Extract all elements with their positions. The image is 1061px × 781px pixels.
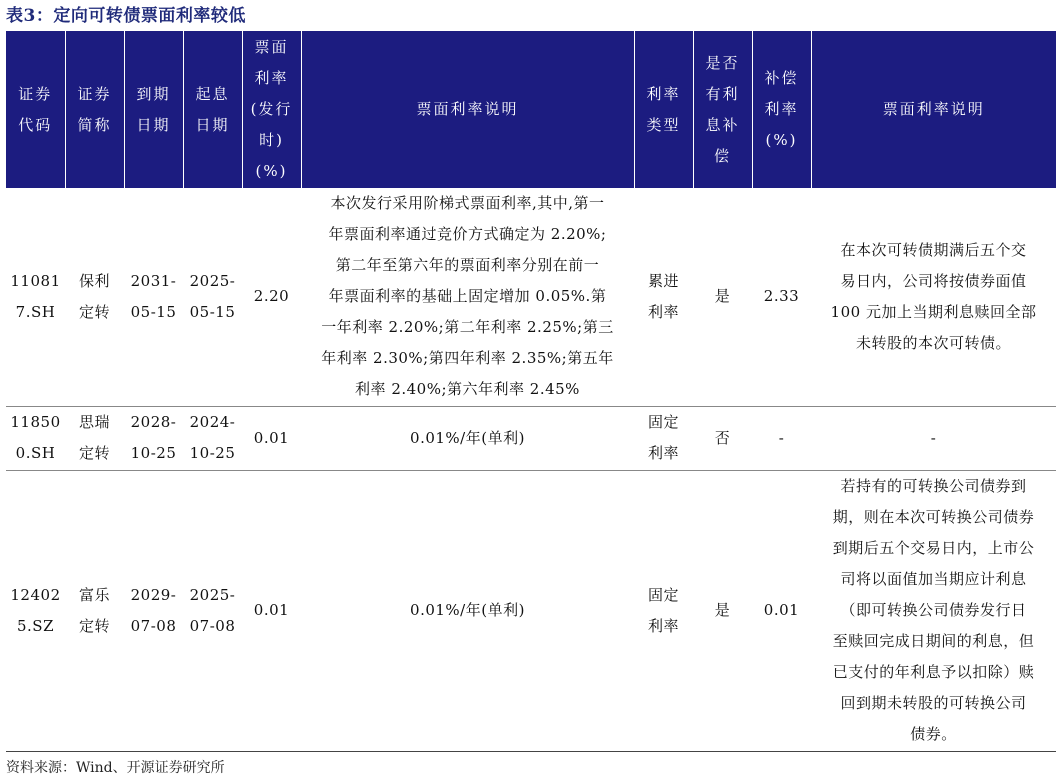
table-row bbox=[6, 188, 1056, 406]
header-comp-desc: 票面利率说明 bbox=[811, 31, 1056, 188]
source-note: 资料来源：Wind、开源证券研究所 bbox=[6, 760, 225, 776]
cell-maturity: 2031- 05-15 bbox=[124, 188, 183, 406]
cell-comp: 否 bbox=[693, 406, 752, 470]
header-name: 证券 简称 bbox=[65, 31, 124, 188]
cell-name: 保利 定转 bbox=[65, 188, 124, 406]
table-title: 表3：定向可转债票面利率较低 bbox=[6, 6, 246, 26]
cell-code: 11850 0.SH bbox=[6, 406, 65, 470]
cell-desc: 本次发行采用阶梯式票面利率,其中,第一 年票面利率通过竞价方式确定为 2.20%; 第二年至第六年的票面利率分别在前一 年票面利率的基础上固定增加 0.05%.第 一年利率 2.20%;第二年利率 2.25%;第三 年利率 2.30%;第四年利率 2.35%;第五年 利率 2.40%;第六年利率 2.45% bbox=[301, 188, 634, 406]
cell-code: 12402 5.SZ bbox=[6, 470, 65, 751]
cell-comp-rate: - bbox=[752, 406, 811, 470]
cell-comp-desc: 若持有的可转换公司债券到 期，则在本次可转换公司债券 到期后五个交易日内，上市公 司将以面值加当期应计利息 （即可转换公司债券发行日 至赎回完成日期间的利息，但 已支付的年利息予以扣除）赎 回到期未转股的可转换公司 债券。 bbox=[811, 470, 1056, 751]
cell-start: 2025- 05-15 bbox=[183, 188, 242, 406]
cell-start: 2024- 10-25 bbox=[183, 406, 242, 470]
cell-rate: 0.01 bbox=[242, 406, 301, 470]
cell-start: 2025- 07-08 bbox=[183, 470, 242, 751]
header-maturity: 到期 日期 bbox=[124, 31, 183, 188]
cell-rate: 0.01 bbox=[242, 470, 301, 751]
cell-comp-desc: 在本次可转债期满后五个交 易日内，公司将按债券面值 100 元加上当期利息赎回全部 未转股的本次可转债。 bbox=[811, 188, 1056, 406]
header-start: 起息 日期 bbox=[183, 31, 242, 188]
cell-type: 固定 利率 bbox=[634, 406, 693, 470]
header-row bbox=[6, 31, 1056, 188]
cell-maturity: 2029- 07-08 bbox=[124, 470, 183, 751]
table-row bbox=[6, 470, 1056, 751]
convertible-bond-table bbox=[6, 31, 1056, 752]
cell-maturity: 2028- 10-25 bbox=[124, 406, 183, 470]
header-code: 证券 代码 bbox=[6, 31, 65, 188]
header-coupon-rate: 票面 利率 (发行 时) (%) bbox=[242, 31, 301, 188]
cell-comp-rate: 2.33 bbox=[752, 188, 811, 406]
header-coupon-desc: 票面利率说明 bbox=[301, 31, 634, 188]
header-comp-rate: 补偿 利率 (%) bbox=[752, 31, 811, 188]
cell-comp-desc: - bbox=[811, 406, 1056, 470]
cell-comp: 是 bbox=[693, 470, 752, 751]
cell-type: 固定 利率 bbox=[634, 470, 693, 751]
cell-comp: 是 bbox=[693, 188, 752, 406]
cell-rate: 2.20 bbox=[242, 188, 301, 406]
cell-name: 富乐 定转 bbox=[65, 470, 124, 751]
cell-desc: 0.01%/年(单利) bbox=[301, 470, 634, 751]
cell-name: 思瑞 定转 bbox=[65, 406, 124, 470]
cell-type: 累进 利率 bbox=[634, 188, 693, 406]
cell-comp-rate: 0.01 bbox=[752, 470, 811, 751]
cell-code: 11081 7.SH bbox=[6, 188, 65, 406]
header-compensation: 是否 有利 息补 偿 bbox=[693, 31, 752, 188]
cell-desc: 0.01%/年(单利) bbox=[301, 406, 634, 470]
header-rate-type: 利率 类型 bbox=[634, 31, 693, 188]
table-row bbox=[6, 406, 1056, 470]
